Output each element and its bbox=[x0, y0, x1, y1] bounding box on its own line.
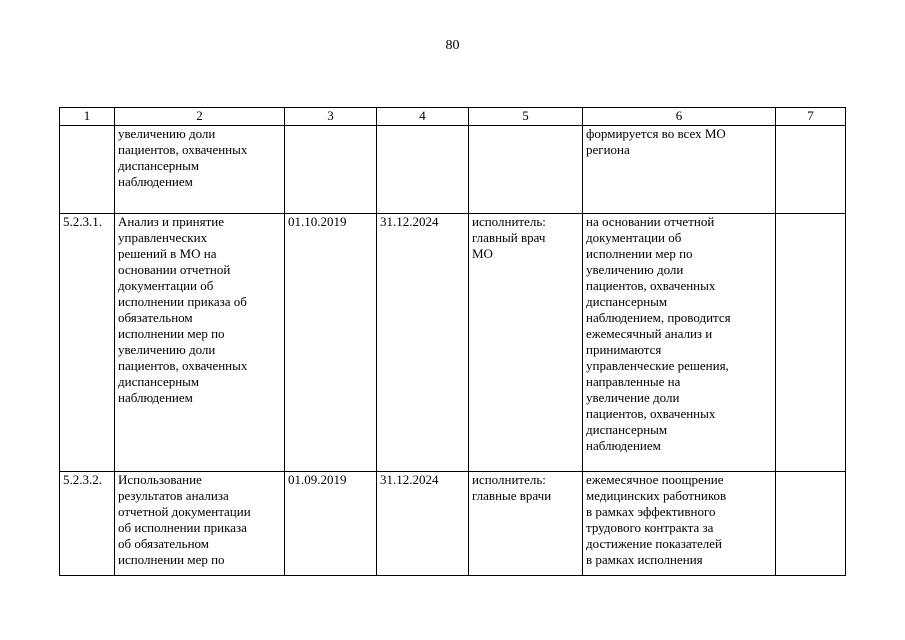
measure-name-cell bbox=[115, 214, 285, 472]
cell-text-line: 01.09.2019 bbox=[288, 472, 347, 487]
cell-text-line: в рамках эффективного bbox=[586, 504, 716, 519]
column-number-header: 4 bbox=[377, 108, 469, 126]
cell-text-line: основании отчетной bbox=[118, 262, 231, 277]
end-date-cell bbox=[377, 472, 469, 576]
result-cell bbox=[583, 126, 776, 214]
cell-text-line: диспансерным bbox=[586, 294, 668, 309]
cell-text-line: исполнении мер по bbox=[118, 326, 225, 341]
start-date-cell bbox=[285, 126, 377, 214]
cell-text-line: пациентов, охваченных bbox=[118, 142, 248, 157]
cell-text-line: увеличению доли bbox=[118, 342, 216, 357]
table-row bbox=[60, 126, 846, 214]
cell-text-line: направленные на bbox=[586, 374, 681, 389]
cell-text-line: 5.2.3.2. bbox=[63, 472, 102, 487]
start-date-cell bbox=[285, 214, 377, 472]
item-number-cell bbox=[60, 214, 115, 472]
column-number-header: 3 bbox=[285, 108, 377, 126]
cell-text-line: принимаются bbox=[586, 342, 662, 357]
cell-text-line: диспансерным bbox=[586, 422, 668, 437]
note-cell bbox=[776, 214, 846, 472]
table-row bbox=[60, 214, 846, 472]
cell-text-line: пациентов, охваченных bbox=[586, 278, 716, 293]
cell-text-line: обязательном bbox=[118, 310, 193, 325]
cell-text-line: увеличение доли bbox=[586, 390, 680, 405]
column-number-header: 1 bbox=[60, 108, 115, 126]
cell-text-line: 31.12.2024 bbox=[380, 214, 439, 229]
cell-text-line: наблюдением bbox=[586, 438, 661, 453]
column-number-header: 6 bbox=[583, 108, 776, 126]
column-number-header: 2 bbox=[115, 108, 285, 126]
cell-text-line: на основании отчетной bbox=[586, 214, 715, 229]
cell-text-line: 5.2.3.1. bbox=[63, 214, 102, 229]
cell-text-line: исполнитель: bbox=[472, 472, 546, 487]
measures-table bbox=[59, 107, 846, 576]
column-number-row bbox=[60, 108, 846, 126]
page-number: 80 bbox=[445, 38, 460, 53]
cell-text-line: управленческих bbox=[118, 230, 208, 245]
cell-text-line: диспансерным bbox=[118, 374, 200, 389]
cell-text-line: управленческие решения, bbox=[586, 358, 729, 373]
cell-text-line: главные врачи bbox=[472, 488, 552, 503]
result-cell bbox=[583, 214, 776, 472]
cell-text-line: ежемесячный анализ и bbox=[586, 326, 713, 341]
cell-text-line: исполнении мер по bbox=[118, 552, 225, 567]
cell-text-line: исполнении приказа об bbox=[118, 294, 247, 309]
cell-text-line: трудового контракта за bbox=[586, 520, 714, 535]
cell-text-line: ежемесячное поощрение bbox=[586, 472, 724, 487]
cell-text-line: медицинских работников bbox=[586, 488, 727, 503]
cell-text-line: увеличению доли bbox=[586, 262, 684, 277]
cell-text-line: об исполнении приказа bbox=[118, 520, 247, 535]
cell-text-line: наблюдением, проводится bbox=[586, 310, 731, 325]
cell-text-line: региона bbox=[586, 142, 630, 157]
cell-text-line: документации об bbox=[118, 278, 214, 293]
cell-text-line: Использование bbox=[118, 472, 202, 487]
cell-text-line: наблюдением bbox=[118, 390, 193, 405]
responsible-cell bbox=[469, 126, 583, 214]
cell-text-line: исполнении мер по bbox=[586, 246, 693, 261]
cell-text-line: диспансерным bbox=[118, 158, 200, 173]
end-date-cell bbox=[377, 126, 469, 214]
start-date-cell bbox=[285, 472, 377, 576]
cell-text-line: 31.12.2024 bbox=[380, 472, 439, 487]
responsible-cell bbox=[469, 472, 583, 576]
cell-text-line: МО bbox=[472, 246, 493, 261]
note-cell bbox=[776, 126, 846, 214]
cell-text-line: решений в МО на bbox=[118, 246, 217, 261]
note-cell bbox=[776, 472, 846, 576]
cell-text-line: наблюдением bbox=[118, 174, 193, 189]
cell-text-line: в рамках исполнения bbox=[586, 552, 703, 567]
cell-text-line: Анализ и принятие bbox=[118, 214, 225, 229]
cell-text-line: результатов анализа bbox=[118, 488, 229, 503]
cell-text-line: увеличению доли bbox=[118, 126, 216, 141]
cell-text-line: документации об bbox=[586, 230, 682, 245]
cell-text-line: главный врач bbox=[472, 230, 546, 245]
responsible-cell bbox=[469, 214, 583, 472]
cell-text-line: формируется во всех МО bbox=[586, 126, 726, 141]
column-number-header: 7 bbox=[776, 108, 846, 126]
result-cell bbox=[583, 472, 776, 576]
measure-name-cell bbox=[115, 472, 285, 576]
cell-text-line: отчетной документации bbox=[118, 504, 251, 519]
end-date-cell bbox=[377, 214, 469, 472]
cell-text-line: пациентов, охваченных bbox=[586, 406, 716, 421]
table-row bbox=[60, 472, 846, 576]
cell-text-line: пациентов, охваченных bbox=[118, 358, 248, 373]
cell-text-line: 01.10.2019 bbox=[288, 214, 347, 229]
measure-name-cell bbox=[115, 126, 285, 214]
cell-text-line: об обязательном bbox=[118, 536, 210, 551]
cell-text-line: достижение показателей bbox=[586, 536, 722, 551]
item-number-cell bbox=[60, 472, 115, 576]
item-number-cell bbox=[60, 126, 115, 214]
column-number-header: 5 bbox=[469, 108, 583, 126]
cell-text-line: исполнитель: bbox=[472, 214, 546, 229]
